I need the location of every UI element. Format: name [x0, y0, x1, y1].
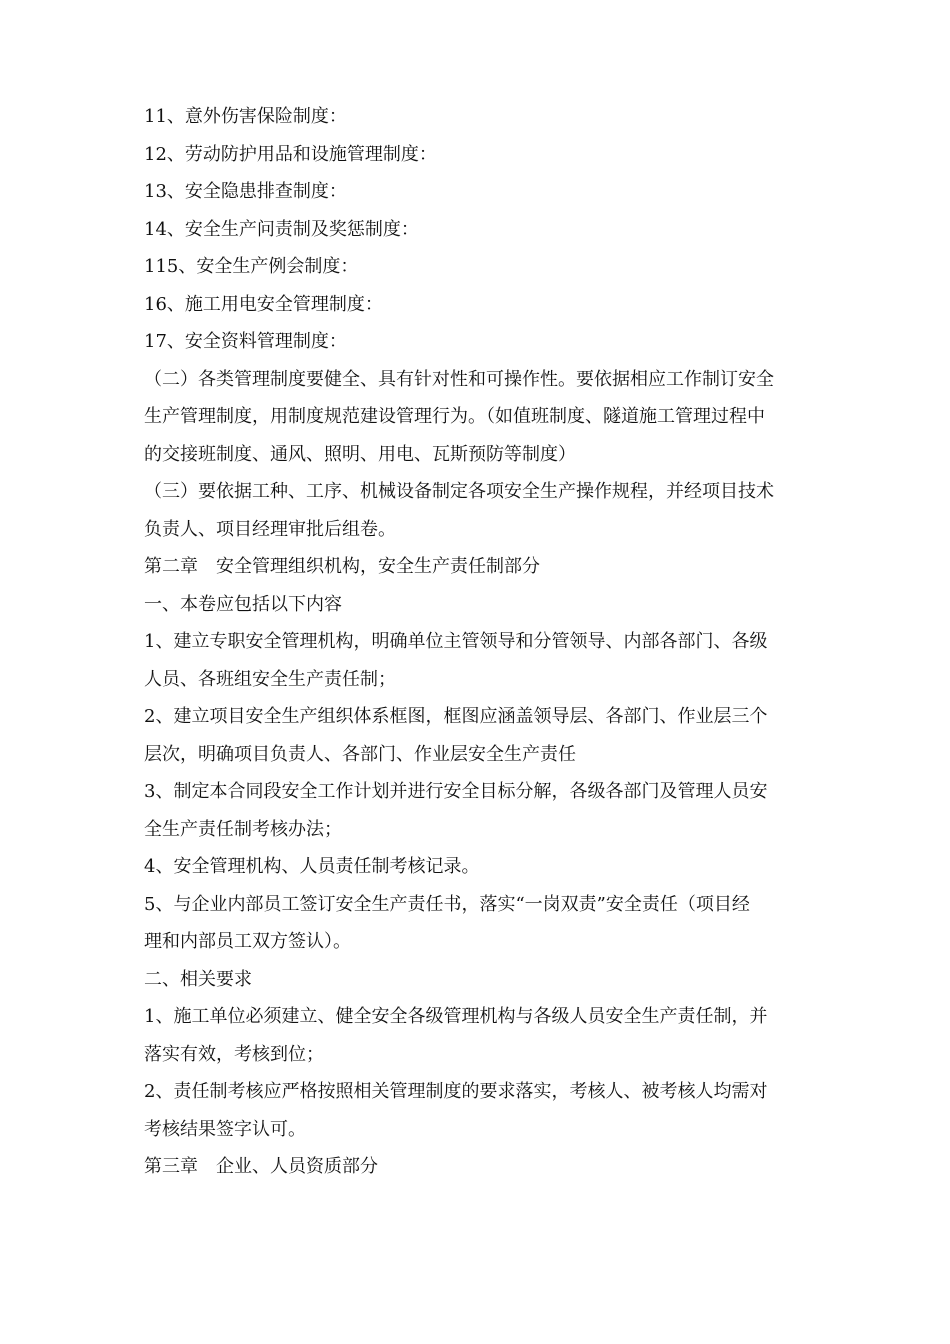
paragraph-line: 人员、各班组安全生产责任制；	[144, 668, 396, 690]
list-item-17: 17、安全资料管理制度：	[144, 331, 347, 352]
paragraph-line: 落实有效，考核到位；	[144, 1043, 324, 1065]
section-heading: 二、相关要求	[144, 968, 252, 990]
list-item-12: 12、劳动防护用品和设施管理制度：	[144, 143, 437, 165]
section-heading: 一、本卷应包括以下内容	[144, 593, 342, 615]
paragraph-line: 2、建立项目安全生产组织体系框图，框图应涵盖领导层、各部门、作业层三个	[144, 706, 768, 727]
paragraph-line: 1、施工单位必须建立、健全安全各级管理机构与各级人员安全生产责任制，并	[144, 1006, 768, 1027]
paragraph-line: （二）各类管理制度要健全、具有针对性和可操作性。要依据相应工作制订安全	[144, 368, 774, 390]
paragraph-line: 全生产责任制考核办法；	[144, 818, 342, 840]
paragraph-line: 考核结果签字认可。	[144, 1118, 306, 1140]
paragraph-line: 1、建立专职安全管理机构，明确单位主管领导和分管领导、内部各部门、各级	[144, 631, 768, 652]
paragraph-line: 3、制定本合同段安全工作计划并进行安全目标分解，各级各部门及管理人员安	[144, 781, 768, 802]
paragraph-line: 层次，明确项目负责人、各部门、作业层安全生产责任	[144, 743, 576, 765]
list-item-13: 13、安全隐患排查制度：	[144, 181, 347, 202]
paragraph-line: 的交接班制度、通风、照明、用电、瓦斯预防等制度）	[144, 443, 576, 465]
paragraph-line: 4、安全管理机构、人员责任制考核记录。	[144, 856, 480, 877]
paragraph-line: 2、责任制考核应严格按照相关管理制度的要求落实，考核人、被考核人均需对	[144, 1081, 768, 1102]
list-item-14: 14、安全生产问责制及奖惩制度：	[144, 218, 419, 240]
paragraph-line: 生产管理制度，用制度规范建设管理行为。（如值班制度、隧道施工管理过程中	[144, 406, 765, 427]
chapter-heading: 第二章 安全管理组织机构，安全生产责任制部分	[144, 556, 540, 577]
paragraph-line: 5、与企业内部员工签订安全生产责任书，落实“一岗双责”安全责任（项目经	[144, 893, 750, 915]
list-item-16: 16、施工用电安全管理制度：	[144, 293, 383, 315]
paragraph-line: （三）要依据工种、工序、机械设备制定各项安全生产操作规程，并经项目技术	[144, 481, 774, 502]
paragraph-line: 负责人、项目经理审批后组卷。	[144, 518, 396, 540]
list-item-11: 11、意外伤害保险制度：	[144, 106, 347, 127]
list-item-15: 115、安全生产例会制度：	[144, 256, 359, 277]
paragraph-line: 理和内部员工双方签认）。	[144, 931, 351, 952]
document-body	[144, 98, 814, 1186]
chapter-heading: 第三章 企业、人员资质部分	[144, 1156, 378, 1177]
